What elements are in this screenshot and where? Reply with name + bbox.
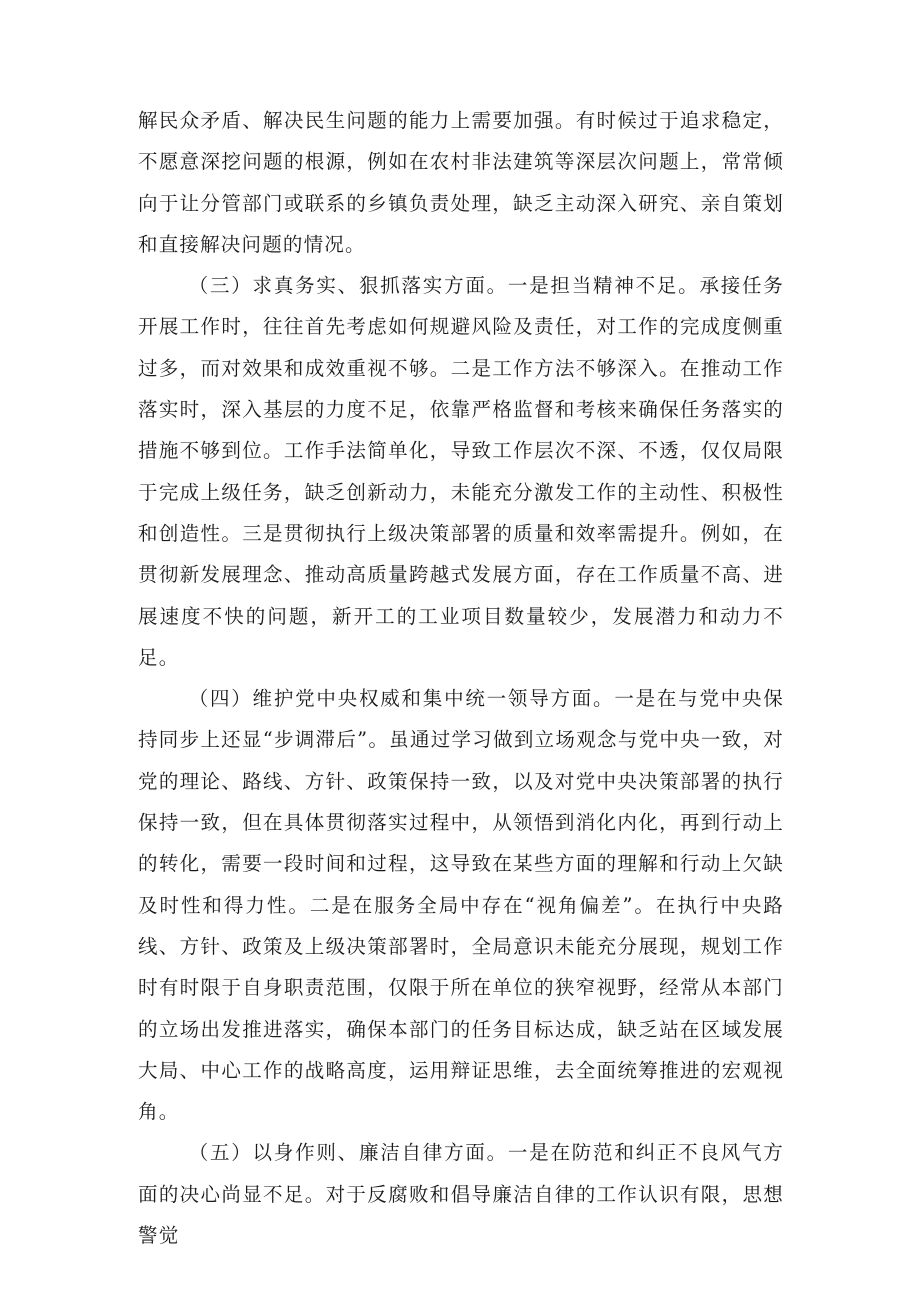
paragraph-section-3: （三）求真务实、狠抓落实方面。一是担当精神不足。承接任务开展工作时，往往首先考虑如何规避风险及责任，对工作的完成度侧重过多，而对效果和成效重视不够。二是工作方法不够深入。在推动工作落实时，深入基层的力度不足，依靠严格监督和考核来确保任务落实的措施不够到位。工作手法简单化，导致工作层次不深、不透，仅仅局限于完成上级任务，缺乏创新动力，未能充分激发工作的主动性、积极性和创造性。三是贯彻执行上级决策部署的质量和效率需提升。例如，在贯彻新发展理念、推动高质量跨越式发展方面，存在工作质量不高、进展速度不快的问题，新开工的工业项目数量较少，发展潜力和动力不足。 xyxy=(138,274,784,669)
document-body xyxy=(138,100,784,1256)
paragraph-section-4: （四）维护党中央权威和集中统一领导方面。一是在与党中央保持同步上还显“步调滞后”。虽通过学习做到立场观念与党中央一致，对党的理论、路线、方针、政策保持一致，以及对党中央决策部署的执行保持一致，但在具体贯彻落实过程中，从领悟到消化内化，再到行动上的转化，需要一段时间和过程，这导致在某些方面的理解和行动上欠缺及时性和得力性。二是在服务全局中存在“视角偏差”。在执行中央路线、方针、政策及上级决策部署时，全局意识未能充分展现，规划工作时有时限于自身职责范围，仅限于所在单位的狭窄视野，经常从本部门的立场出发推进落实，确保本部门的任务目标达成，缺乏站在区域发展大局、中心工作的战略高度，运用辩证思维，去全面统筹推进的宏观视角。 xyxy=(138,687,784,1124)
paragraph-section-5: （五）以身作则、廉洁自律方面。一是在防范和纠正不良风气方面的决心尚显不足。对于反腐败和倡导廉洁自律的工作认识有限，思想警觉 xyxy=(138,1141,784,1248)
paragraph-continuation: 解民众矛盾、解决民生问题的能力上需要加强。有时候过于追求稳定，不愿意深挖问题的根源，例如在农村非法建筑等深层次问题上，常常倾向于让分管部门或联系的乡镇负责处理，缺乏主动深入研究、亲自策划和直接解决问题的情况。 xyxy=(138,109,784,256)
